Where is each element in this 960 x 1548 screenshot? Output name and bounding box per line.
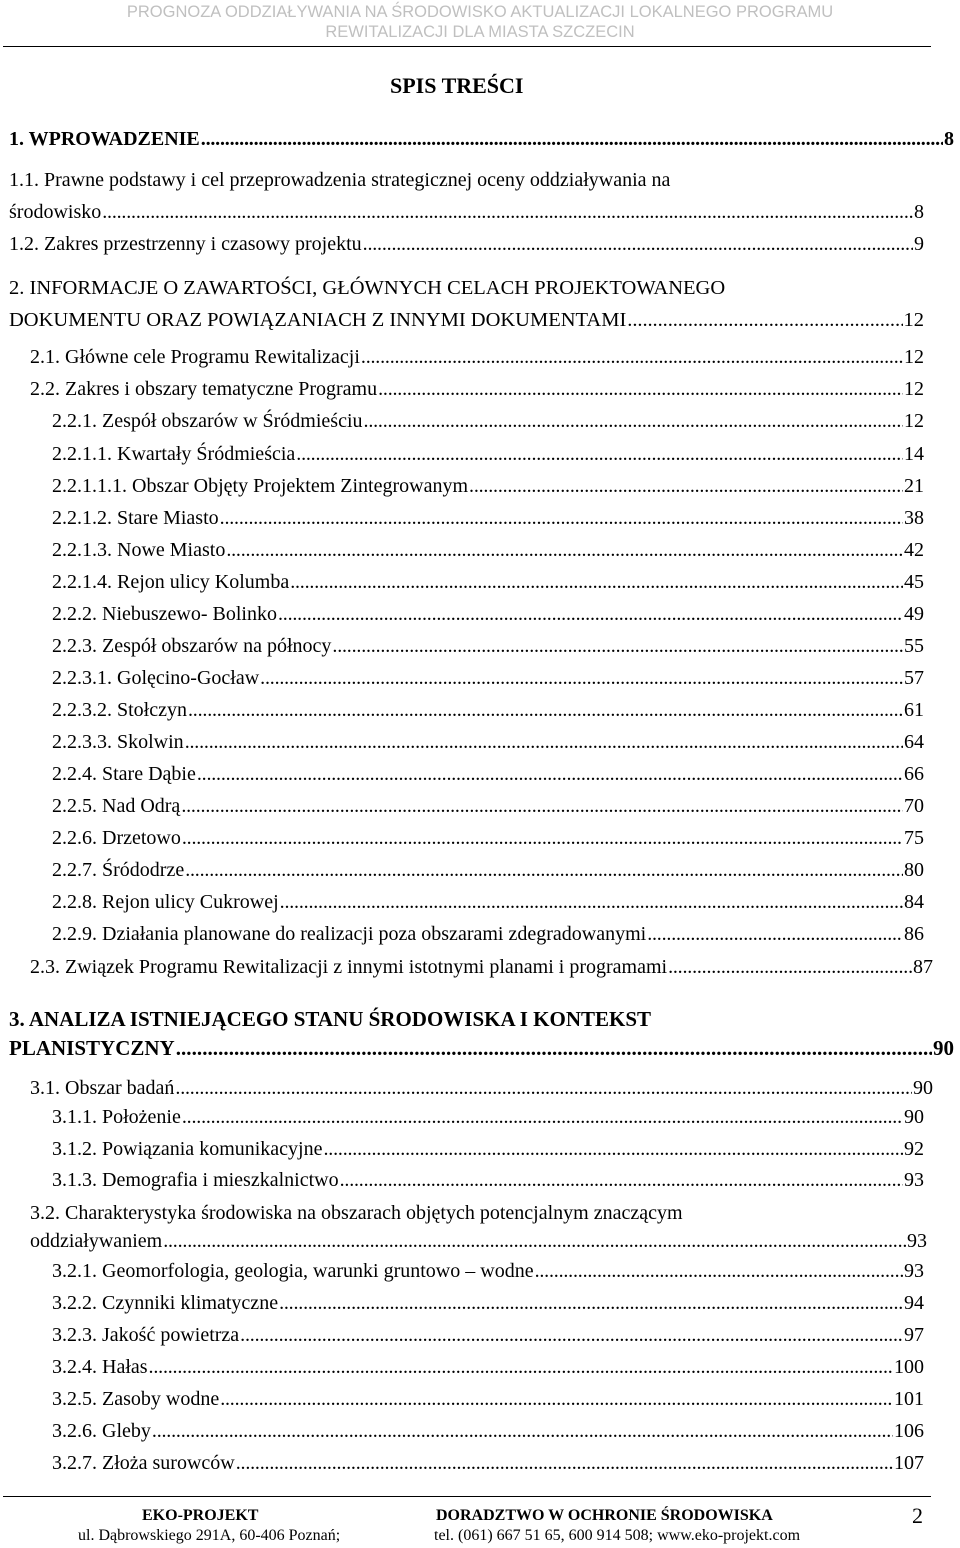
dot-leader	[182, 825, 903, 851]
dot-leader	[240, 1322, 903, 1348]
dot-leader	[290, 569, 903, 595]
toc-entry[interactable]	[52, 825, 924, 851]
toc-entry-page: 14	[904, 443, 924, 465]
footer-address: ul. Dąbrowskiego 291A, 60-406 Poznań;	[78, 1527, 341, 1544]
dot-leader	[188, 697, 903, 723]
toc-entry-page: 38	[904, 507, 924, 529]
toc-entry[interactable]	[30, 344, 924, 370]
toc-entry-page: 21	[904, 475, 924, 497]
toc-entry-text: 3.2.4. Hałas	[52, 1356, 148, 1378]
toc-entry-page: 9	[914, 233, 924, 255]
header-line-2: REWITALIZACJI DLA MIASTA SZCZECIN	[325, 23, 635, 41]
toc-entry-text: 3.2.2. Czynniki klimatyczne	[52, 1292, 279, 1314]
toc-entry[interactable]	[30, 1228, 927, 1254]
toc-entry[interactable]	[52, 665, 924, 691]
dot-leader	[535, 1258, 903, 1284]
toc-entry[interactable]	[52, 1104, 924, 1130]
toc-entry-page: 64	[904, 731, 924, 753]
toc-entry[interactable]	[52, 633, 924, 659]
toc-entry-page: 107	[894, 1452, 924, 1474]
toc-entry[interactable]	[52, 921, 924, 947]
toc-entry-page: 49	[904, 603, 924, 625]
toc-entry-page: 12	[903, 309, 924, 331]
toc-entry-text: 2.2.3.2. Stołczyn	[52, 699, 187, 721]
dot-leader	[324, 1136, 904, 1162]
toc-entry-page: 87	[913, 956, 933, 978]
toc-entry-page: 101	[894, 1388, 924, 1410]
toc-entry[interactable]	[9, 231, 924, 257]
dot-leader	[469, 473, 903, 499]
toc-entry-page: 57	[904, 667, 924, 689]
toc-entry-text: 3.2.3. Jakość powietrza	[52, 1324, 240, 1346]
toc-entry-text[interactable]: 3.2. Charakterystyka środowiska na obszarach objętych potencjalnym znaczącym	[30, 1202, 683, 1224]
toc-entry-page: 90	[913, 1077, 933, 1099]
toc-entry-text: 2.2.2. Niebuszewo- Bolinko	[52, 603, 277, 625]
toc-entry-text: 2.3. Związek Programu Rewitalizacji z innymi istotnymi planami i programami	[30, 956, 668, 978]
toc-entry[interactable]	[52, 569, 924, 595]
dot-leader	[185, 857, 903, 883]
toc-entry-text: 2.2.3. Zespół obszarów na północy	[52, 635, 332, 657]
toc-entry-text: 3.1.3. Demografia i mieszkalnictwo	[52, 1169, 339, 1191]
toc-entry-page: 100	[894, 1356, 924, 1378]
toc-entry-text[interactable]: 3. ANALIZA ISTNIEJĄCEGO STANU ŚRODOWISKA I KONTEKST	[9, 1007, 652, 1031]
toc-entry[interactable]	[52, 1418, 924, 1444]
toc-entry-text: 2.2.1. Zespół obszarów w Śródmieściu	[52, 410, 363, 432]
dot-leader	[175, 1075, 912, 1101]
toc-entry-page: 92	[904, 1138, 924, 1160]
toc-entry-text: 2.2.5. Nad Odrą	[52, 795, 181, 817]
toc-entry-page: 8	[944, 128, 954, 150]
toc-entry-page: 93	[907, 1230, 927, 1252]
dot-leader	[647, 921, 903, 947]
toc-entry[interactable]	[52, 793, 924, 819]
toc-entry-text: 1.2. Zakres przestrzenny i czasowy projektu	[9, 233, 362, 255]
toc-entry-page: 94	[904, 1292, 924, 1314]
page-number: 2	[912, 1503, 923, 1528]
toc-entry-page: 106	[894, 1420, 924, 1442]
dot-leader	[361, 344, 903, 370]
toc-entry-page: 8	[914, 201, 924, 223]
toc-entry-text: 3.1.1. Położenie	[52, 1106, 181, 1128]
toc-entry-page: 55	[904, 635, 924, 657]
toc-entry[interactable]	[52, 1167, 924, 1193]
dot-leader	[296, 441, 903, 467]
toc-entry[interactable]	[52, 889, 924, 915]
toc-entry-text: 2.2.7. Śródodrze	[52, 859, 185, 881]
toc-entry[interactable]	[52, 1450, 924, 1476]
toc-entry[interactable]	[52, 761, 924, 787]
toc-entry[interactable]	[9, 199, 924, 225]
header-line-1: PROGNOZA ODDZIAŁYWANIA NA ŚRODOWISKO AKTUALIZACJI LOKALNEGO PROGRAMU	[126, 3, 834, 21]
dot-leader	[102, 199, 913, 225]
toc-entry[interactable]	[30, 954, 933, 980]
toc-entry-text: 3.2.7. Złoża surowców	[52, 1452, 235, 1474]
toc-entry[interactable]	[52, 729, 924, 755]
dot-leader	[220, 505, 903, 531]
dot-leader	[278, 601, 903, 627]
toc-entry-text: PLANISTYCZNY	[9, 1036, 175, 1060]
toc-entry-page: 90	[904, 1106, 924, 1128]
toc-entry-page: 45	[904, 571, 924, 593]
toc-entry-text: środowisko	[9, 201, 102, 223]
toc-entry[interactable]	[52, 1354, 924, 1380]
toc-entry-text: 2.2.1.4. Rejon ulicy Kolumba	[52, 571, 290, 593]
toc-entry-page: 75	[904, 827, 924, 849]
dot-leader	[220, 1386, 893, 1412]
toc-entry[interactable]	[52, 1290, 924, 1316]
toc-entry[interactable]	[52, 441, 924, 467]
dot-leader	[378, 376, 903, 402]
toc-entry-text: 2.2.1.1. Kwartały Śródmieścia	[52, 443, 296, 465]
dot-leader	[181, 793, 903, 819]
toc-entry-page: 93	[904, 1169, 924, 1191]
dot-leader	[185, 729, 903, 755]
dot-leader	[668, 954, 912, 980]
toc-entry[interactable]	[9, 126, 954, 152]
toc-entry-text: 2.2.3.3. Skolwin	[52, 731, 184, 753]
toc-entry-text: 2.2.3.1. Golęcino-Gocław	[52, 667, 260, 689]
toc-entry[interactable]	[52, 697, 924, 723]
toc-entry[interactable]	[52, 1322, 924, 1348]
toc-entry-text: DOKUMENTU ORAZ POWIĄZANIACH Z INNYMI DOKUMENTAMI	[9, 309, 627, 331]
toc-entry-text: 3.2.5. Zasoby wodne	[52, 1388, 220, 1410]
toc-entry-page: 86	[904, 923, 924, 945]
toc-entry-page: 66	[904, 763, 924, 785]
footer-contact: tel. (061) 667 51 65, 600 914 508; www.eko-projekt.com	[434, 1527, 801, 1544]
dot-leader	[279, 1290, 903, 1316]
toc-entry-page: 80	[904, 859, 924, 881]
toc-entry-text: 3.2.6. Gleby	[52, 1420, 151, 1442]
toc-entry-page: 12	[904, 378, 924, 400]
toc-entry-text: oddziaływaniem	[30, 1230, 163, 1252]
toc-entry-text: 2.2.6. Drzetowo	[52, 827, 181, 849]
toc-entry[interactable]	[52, 857, 924, 883]
dot-leader	[627, 307, 902, 333]
dot-leader	[236, 1450, 893, 1476]
dot-leader	[201, 126, 943, 152]
toc-entry-text: 3.1.2. Powiązania komunikacyjne	[52, 1138, 323, 1160]
toc-entry-page: 97	[904, 1324, 924, 1346]
toc-entry[interactable]	[52, 1386, 924, 1412]
footer-tagline: DORADZTWO W OCHRONIE ŚRODOWISKA	[436, 1507, 773, 1524]
toc-entry[interactable]	[30, 1075, 933, 1101]
footer-company-name: EKO-PROJEKT	[142, 1507, 259, 1524]
dot-leader	[226, 537, 903, 563]
toc-entry-text: 2.2.4. Stare Dąbie	[52, 763, 196, 785]
dot-leader	[280, 889, 903, 915]
toc-entry-text: 2.2.1.3. Nowe Miasto	[52, 539, 226, 561]
toc-entry[interactable]	[52, 537, 924, 563]
toc-entry-page: 61	[904, 699, 924, 721]
toc-entry[interactable]	[9, 307, 924, 333]
dot-leader	[197, 761, 903, 787]
toc-entry-text[interactable]: 2. INFORMACJE O ZAWARTOŚCI, GŁÓWNYCH CELACH PROJEKTOWANEGO	[9, 277, 726, 299]
dot-leader	[182, 1104, 903, 1130]
toc-entry-text: 2.1. Główne cele Programu Rewitalizacji	[30, 346, 360, 368]
toc-entry-page: 42	[904, 539, 924, 561]
dot-leader	[152, 1418, 893, 1444]
toc-entry-text: 3.1. Obszar badań	[30, 1077, 175, 1099]
toc-entry-text: 2.2. Zakres i obszary tematyczne Programu	[30, 378, 378, 400]
toc-entry-text: 3.2.1. Geomorfologia, geologia, warunki gruntowo – wodne	[52, 1260, 534, 1282]
toc-entry[interactable]	[52, 601, 924, 627]
toc-entry[interactable]	[52, 505, 924, 531]
toc-entry[interactable]	[52, 473, 924, 499]
toc-entry-text: 2.2.9. Działania planowane do realizacji poza obszarami zdegradowanymi	[52, 923, 647, 945]
toc-entry-text[interactable]: 1.1. Prawne podstawy i cel przeprowadzenia strategicznej oceny oddziaływania na	[9, 169, 671, 191]
toc-entry-page: 84	[904, 891, 924, 913]
toc-title: SPIS TREŚCI	[390, 73, 524, 98]
dot-leader	[332, 633, 903, 659]
dot-leader	[340, 1167, 903, 1193]
dot-leader	[176, 1035, 932, 1061]
toc-entry[interactable]	[52, 1136, 924, 1162]
dot-leader	[149, 1354, 893, 1380]
toc-entry-text: 2.2.1.2. Stare Miasto	[52, 507, 219, 529]
toc-entry[interactable]	[9, 1035, 954, 1061]
toc-entry-page: 90	[933, 1036, 954, 1060]
toc-entry-text: 2.2.1.1.1. Obszar Objęty Projektem Zintegrowanym	[52, 475, 469, 497]
toc-entry[interactable]	[52, 408, 924, 434]
dot-leader	[363, 231, 913, 257]
dot-leader	[163, 1228, 906, 1254]
dot-leader	[364, 408, 903, 434]
toc-entry[interactable]	[52, 1258, 924, 1284]
toc-entry-page: 93	[904, 1260, 924, 1282]
toc-entry-text: 1. WPROWADZENIE	[9, 128, 200, 150]
toc-entry-text: 2.2.8. Rejon ulicy Cukrowej	[52, 891, 279, 913]
dot-leader	[260, 665, 903, 691]
toc-entry-page: 70	[904, 795, 924, 817]
toc-entry-page: 12	[904, 410, 924, 432]
toc-entry[interactable]	[30, 376, 924, 402]
toc-entry-page: 12	[904, 346, 924, 368]
footer-divider	[3, 1496, 931, 1497]
